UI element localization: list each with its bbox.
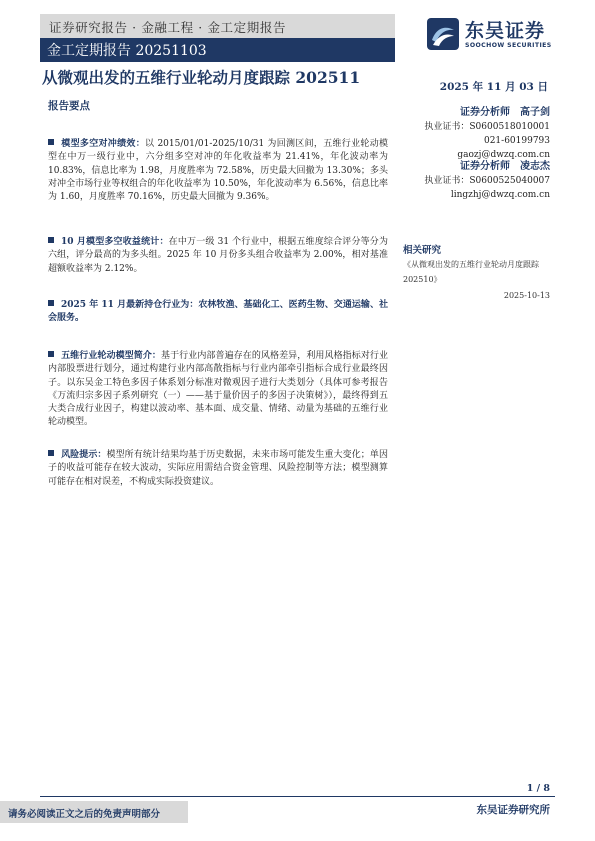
bullet-square-icon	[48, 351, 54, 357]
analyst-cert: 执业证书：S0600525040007	[424, 176, 550, 186]
point-text: 农林牧渔、基础化工、医药生物、交通运输、社会服务。	[48, 300, 388, 324]
page-number: 1 / 8	[526, 783, 550, 794]
footer-institute: 东吴证券研究所	[476, 804, 550, 816]
related-research-heading: 相关研究	[403, 245, 442, 256]
related-research-link[interactable]: 《从微观出发的五维行业轮动月度跟踪 202510》	[403, 260, 539, 284]
logo-text-cn: 东吴证券	[465, 20, 546, 42]
report-series-band	[40, 38, 395, 62]
point-label: 10 月模型多空收益统计：	[61, 237, 169, 247]
bullet-square-icon	[48, 300, 54, 306]
summary-heading: 报告要点	[48, 100, 90, 112]
point-label: 模型多空对冲绩效：	[61, 139, 145, 149]
report-category: 证券研究报告 · 金融工程 · 金工定期报告	[49, 20, 287, 35]
footer-divider	[40, 796, 555, 797]
point-label: 五维行业轮动模型简介：	[61, 351, 161, 361]
analyst-email[interactable]: gaozj@dwzq.com.cn	[457, 150, 550, 160]
analyst-role-line	[405, 160, 550, 174]
point-text: 以 2015/01/01-2025/10/31 为回测区间，五维行业轮动模型在中万一级行业中，六分组多空对冲的年化收益率为 21.41%，年化波动率为 10.83%，信息比率为 1.98，月度胜率为 72.58%，历史最大回撤为 13.30%；多头对冲全市场行业等权组合的年化收益率为 10.50%，年化波动率为 6.56%，信息比率为 1.60，月度胜率 70.16%，历史最大回撤为 9.36%。	[48, 139, 388, 203]
analyst-cert: 执业证书：S0600518010001	[424, 122, 550, 132]
bullet-square-icon	[48, 139, 54, 145]
point-monthly-stats	[48, 236, 388, 276]
analyst-card	[405, 106, 550, 162]
report-title: 从微观出发的五维行业轮动月度跟踪 202511	[42, 68, 361, 87]
report-series: 金工定期报告 20251103	[47, 43, 207, 59]
report-category-band	[40, 14, 395, 38]
analyst-card	[405, 160, 550, 202]
disclaimer-box	[0, 801, 188, 823]
soochow-logo-icon	[427, 18, 459, 50]
soochow-logo	[427, 16, 557, 56]
analyst-name: 高子剑	[520, 107, 550, 118]
point-text: 模型所有统计结果均基于历史数据，未来市场可能发生重大变化；单因子的收益可能存在较大波动，实际应用需结合资金管理、风险控制等方法；模型测算可能存在相对误差，不构成实际投资建议。	[48, 450, 388, 487]
analyst-role-line	[405, 106, 550, 120]
point-label: 风险提示：	[61, 450, 107, 460]
point-performance	[48, 138, 388, 204]
bullet-square-icon	[48, 450, 54, 456]
analyst-email[interactable]: lingzhj@dwzq.com.cn	[450, 190, 550, 200]
point-holdings	[48, 299, 388, 326]
point-risk	[48, 449, 388, 489]
analyst-role: 证券分析师	[460, 161, 510, 172]
logo-text-en: SOOCHOW SECURITIES	[465, 42, 552, 49]
point-text: 基于行业内部普遍存在的风格差异，利用风格指标对行业内部股票进行划分，通过构建行业内部高散指标与行业内部牵引指标合成行业最终因子。以东吴金工特色多因子体系划分标准对微观因子进行大类划分（具体可参考报告《万流归宗多因子系列研究（一）——基于量价因子的多因子决策树》），最终得到五大类合成行业因子，构建以波动率、基本面、成交量、情绪、动量为基础的五维行业轮动模型。	[48, 351, 388, 428]
related-research-date: 2025-10-13	[503, 291, 550, 300]
analyst-phone: 021-60199793	[483, 136, 550, 146]
point-label: 2025 年 11 月最新持仓行业为：	[61, 300, 199, 310]
point-model-intro	[48, 350, 388, 430]
analyst-role: 证券分析师	[460, 107, 510, 118]
analyst-name: 凌志杰	[520, 161, 550, 172]
report-date: 2025 年 11 月 03 日	[439, 81, 548, 93]
point-text: 在中万一级 31 个行业中，根据五维度综合评分等分为六组，评分最高的为多头组。2025 年 10 月份多头组合收益率为 2.00%，相对基准超额收益率为 2.12%。	[48, 237, 388, 274]
disclaimer-text: 请务必阅读正文之后的免责声明部分	[8, 809, 161, 820]
bullet-square-icon	[48, 237, 54, 243]
